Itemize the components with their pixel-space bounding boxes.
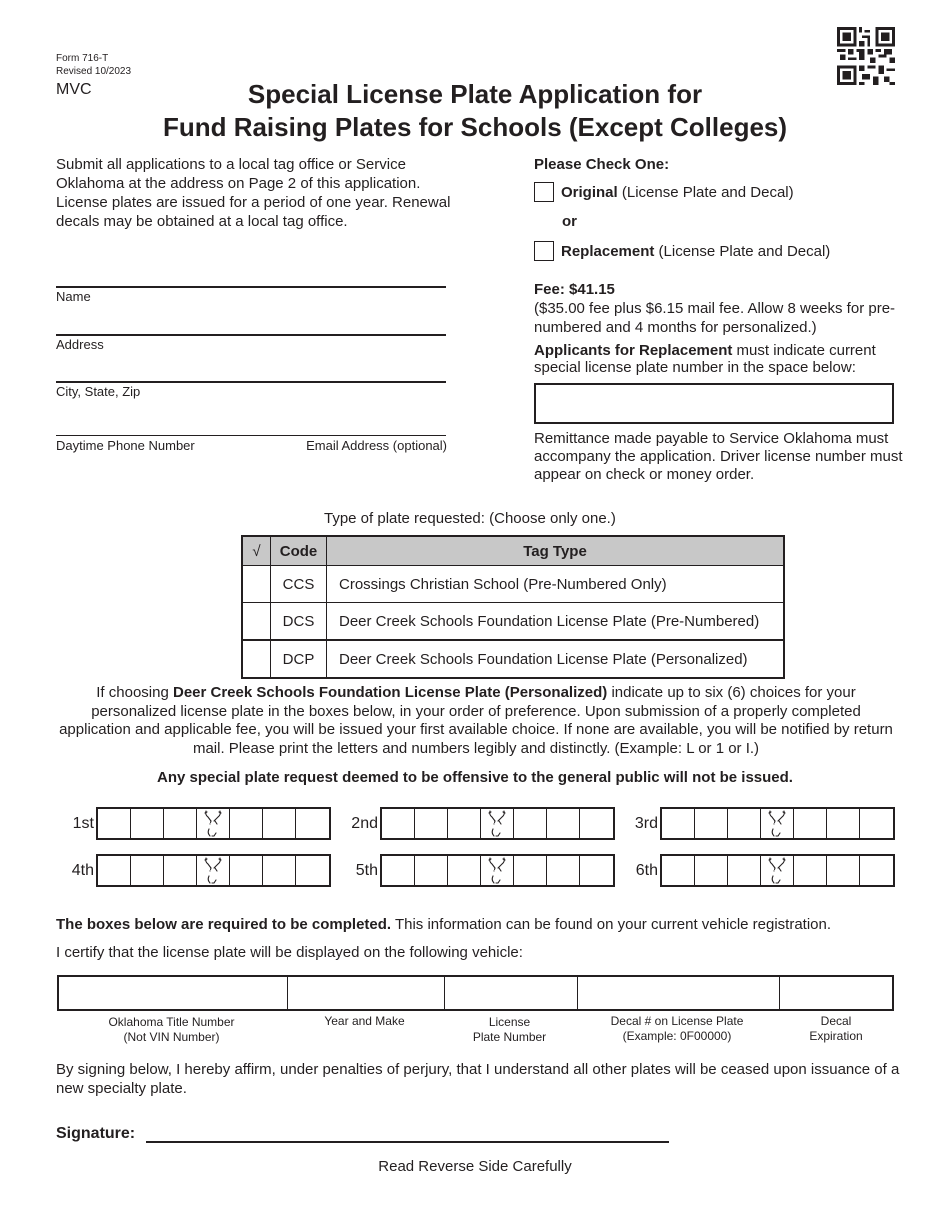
plate-choice-3 [620, 807, 895, 840]
decal-number-input[interactable] [578, 977, 780, 1009]
plate-character-input[interactable] [794, 856, 827, 885]
check-one-heading: Please Check One: [534, 156, 670, 173]
address-label: Address [56, 337, 104, 352]
replacement-option[interactable] [534, 241, 904, 261]
deer-head-icon [481, 856, 514, 885]
plate-character-input[interactable] [382, 809, 415, 838]
code-column-header: Code [271, 536, 327, 566]
email-label: Email Address (optional) [306, 438, 447, 453]
phone-label: Daytime Phone Number [56, 438, 195, 453]
plate-character-input[interactable] [230, 856, 263, 885]
plate-character-input[interactable] [860, 856, 893, 885]
remittance-note: Remittance made payable to Service Oklahoma must accompany the application. Driver license number must appear on check or money order. [534, 430, 903, 483]
plate-choice-6 [620, 854, 895, 887]
plate-character-input[interactable] [514, 856, 547, 885]
page-title [0, 78, 950, 144]
plate-character-input[interactable] [263, 856, 296, 885]
year-make-input[interactable] [288, 977, 445, 1009]
plate-character-input[interactable] [547, 809, 580, 838]
label-line: Plate Number [472, 1030, 547, 1044]
original-label: Original [561, 183, 618, 201]
plate-character-boxes [96, 807, 331, 840]
original-desc: (License Plate and Decal) [617, 183, 794, 201]
plate-character-boxes [380, 854, 615, 887]
label-line: Year and Make [324, 1014, 405, 1028]
replacement-note [534, 342, 904, 376]
select-dcp-checkbox[interactable] [242, 640, 271, 678]
check-column-header: √ [242, 536, 271, 566]
city-state-zip-label: City, State, Zip [56, 384, 141, 399]
decal-expiration-input[interactable] [780, 977, 892, 1009]
label-line: (Example: 0F00000) [622, 1029, 732, 1043]
revised-date: Revised 10/2023 [56, 66, 132, 77]
plate-type: Deer Creek Schools Foundation License Plate (Personalized) [327, 640, 785, 678]
plate-character-input[interactable] [382, 856, 415, 885]
plate-choice-label: 1st [72, 814, 94, 832]
plate-character-input[interactable] [728, 856, 761, 885]
plate-character-input[interactable] [415, 856, 448, 885]
plate-character-input[interactable] [662, 856, 695, 885]
label-line: (Not VIN Number) [123, 1030, 220, 1044]
plate-code: DCS [271, 603, 327, 641]
decal-number-label [576, 1014, 778, 1044]
label-line: Decal # on License Plate [610, 1014, 744, 1028]
plate-character-input[interactable] [580, 856, 613, 885]
plate-code: CCS [271, 566, 327, 603]
label-line: License [488, 1015, 531, 1029]
label-line: Expiration [809, 1029, 863, 1043]
signature-label: Signature: [56, 1125, 136, 1142]
replacement-note-text: must indicate current special license plate number in the space below: [534, 342, 876, 376]
plate-choice-label: 3rd [634, 814, 658, 832]
plate-character-input[interactable] [827, 809, 860, 838]
license-plate-number-label [443, 1015, 576, 1045]
deer-head-icon [761, 856, 794, 885]
name-label: Name [56, 289, 91, 304]
label-line: Decal [820, 1014, 852, 1028]
signature-field[interactable] [146, 1141, 669, 1143]
plate-character-boxes [660, 807, 895, 840]
title-number-input[interactable] [59, 977, 288, 1009]
original-checkbox[interactable] [534, 182, 554, 202]
original-option[interactable] [534, 182, 904, 202]
plate-character-input[interactable] [728, 809, 761, 838]
deer-head-icon [481, 809, 514, 838]
plate-character-input[interactable] [296, 856, 329, 885]
instructions-text-rest: indicate up to six (6) choices for your personalized license plate in the boxes below, in your order of preference. Upon submission of a properly completed application and applicable fee, you will be issued your first available choice. If none are available, you will be notified by return mail. Please print the letters and numbers legibly and distinctly. (Example: L or 1 or I.) [59, 684, 893, 757]
fee-section [534, 280, 904, 337]
city-state-zip-field[interactable] [56, 381, 446, 383]
plate-type: Crossings Christian School (Pre-Numbered Only) [327, 566, 785, 603]
intro-text: Submit all applications to a local tag office or Service Oklahoma at the address on Page 2 of this application. License plates are issued for a period of one year. Renewal decals may be obtained at a local tag office. [56, 156, 451, 230]
plate-choice-2 [336, 807, 615, 840]
select-ccs-checkbox[interactable] [242, 566, 271, 603]
name-field[interactable] [56, 286, 446, 288]
form-meta [56, 52, 131, 78]
table-row [242, 566, 784, 603]
plate-choice-label: 2nd [351, 814, 378, 832]
form-number: Form 716-T [56, 53, 109, 64]
plate-character-input[interactable] [448, 856, 481, 885]
table-header-row [242, 536, 784, 566]
decal-expiration-label [778, 1014, 894, 1044]
title-line-1: Special License Plate Application for [247, 79, 703, 109]
plate-character-input[interactable] [514, 809, 547, 838]
plate-choice-4 [56, 854, 331, 887]
plate-character-input[interactable] [860, 809, 893, 838]
plate-type: Deer Creek Schools Foundation License Plate (Pre-Numbered) [327, 603, 785, 641]
instructions-plate-name: Deer Creek Schools Foundation License Plate (Personalized) [172, 684, 608, 701]
certify-statement: I certify that the license plate will be displayed on the following vehicle: [56, 944, 523, 961]
plate-character-boxes [660, 854, 895, 887]
deer-head-icon [197, 856, 230, 885]
plate-character-boxes [380, 807, 615, 840]
plate-character-input[interactable] [131, 809, 164, 838]
replacement-checkbox[interactable] [534, 241, 554, 261]
instructions-text-start: If choosing [96, 684, 173, 701]
select-dcs-checkbox[interactable] [242, 603, 271, 641]
agency-code: MVC [56, 81, 92, 98]
fee-amount: Fee: $41.15 [534, 281, 615, 298]
plate-choice-5 [336, 854, 615, 887]
plate-character-input[interactable] [263, 809, 296, 838]
plate-character-input[interactable] [794, 809, 827, 838]
replacement-note-bold: Applicants for Replacement [534, 342, 733, 359]
deer-head-icon [761, 809, 794, 838]
plate-type-table [241, 535, 785, 679]
plate-character-input[interactable] [827, 856, 860, 885]
phone-email-field[interactable] [56, 435, 446, 436]
required-note-bold: The boxes below are required to be completed. [56, 916, 392, 933]
plate-character-input[interactable] [415, 809, 448, 838]
current-plate-number-input[interactable] [534, 383, 894, 424]
footer-note: Read Reverse Side Carefully [378, 1158, 572, 1175]
plate-character-boxes [96, 854, 331, 887]
affirmation-text: By signing below, I hereby affirm, under penalties of perjury, that I understand all other plates will be ceased upon issuance of a new specialty plate. [56, 1061, 900, 1097]
plate-character-input[interactable] [580, 809, 613, 838]
plate-choice-1 [56, 807, 331, 840]
table-row [242, 640, 784, 678]
table-row [242, 603, 784, 641]
replacement-label: Replacement [561, 242, 655, 260]
label-line: Oklahoma Title Number [108, 1015, 235, 1029]
replacement-desc: (License Plate and Decal) [654, 242, 831, 260]
plate-character-input[interactable] [448, 809, 481, 838]
required-note-text: This information can be found on your current vehicle registration. [391, 916, 832, 933]
plate-type-caption: Type of plate requested: (Choose only one.) [324, 510, 616, 527]
plate-code: DCP [271, 640, 327, 678]
tag-type-column-header: Tag Type [327, 536, 785, 566]
offensive-warning: Any special plate request deemed to be offensive to the general public will not be issued. [157, 769, 793, 786]
title-number-label [57, 1015, 286, 1045]
qr-code-icon [837, 27, 895, 85]
plate-character-input[interactable] [131, 856, 164, 885]
plate-character-input[interactable] [230, 809, 263, 838]
vehicle-info-boxes [57, 975, 894, 1011]
plate-character-input[interactable] [695, 809, 728, 838]
address-field[interactable] [56, 334, 446, 336]
plate-character-input[interactable] [164, 809, 197, 838]
plate-character-input[interactable] [296, 809, 329, 838]
plate-character-input[interactable] [547, 856, 580, 885]
plate-character-input[interactable] [695, 856, 728, 885]
plate-character-input[interactable] [662, 809, 695, 838]
plate-choice-label: 6th [635, 861, 658, 879]
fee-details: ($35.00 fee plus $6.15 mail fee. Allow 8 weeks for pre-numbered and 4 months for personalized.) [534, 300, 896, 336]
plate-choice-label: 4th [71, 861, 94, 879]
personalized-instructions [56, 684, 896, 758]
year-make-label [286, 1014, 443, 1029]
plate-character-input[interactable] [98, 856, 131, 885]
required-note [56, 916, 831, 933]
license-plate-number-input[interactable] [445, 977, 578, 1009]
or-label: or [562, 213, 577, 230]
plate-character-input[interactable] [98, 809, 131, 838]
plate-character-input[interactable] [164, 856, 197, 885]
deer-head-icon [197, 809, 230, 838]
plate-choice-label: 5th [355, 861, 378, 879]
title-line-2: Fund Raising Plates for Schools (Except Colleges) [162, 112, 788, 142]
